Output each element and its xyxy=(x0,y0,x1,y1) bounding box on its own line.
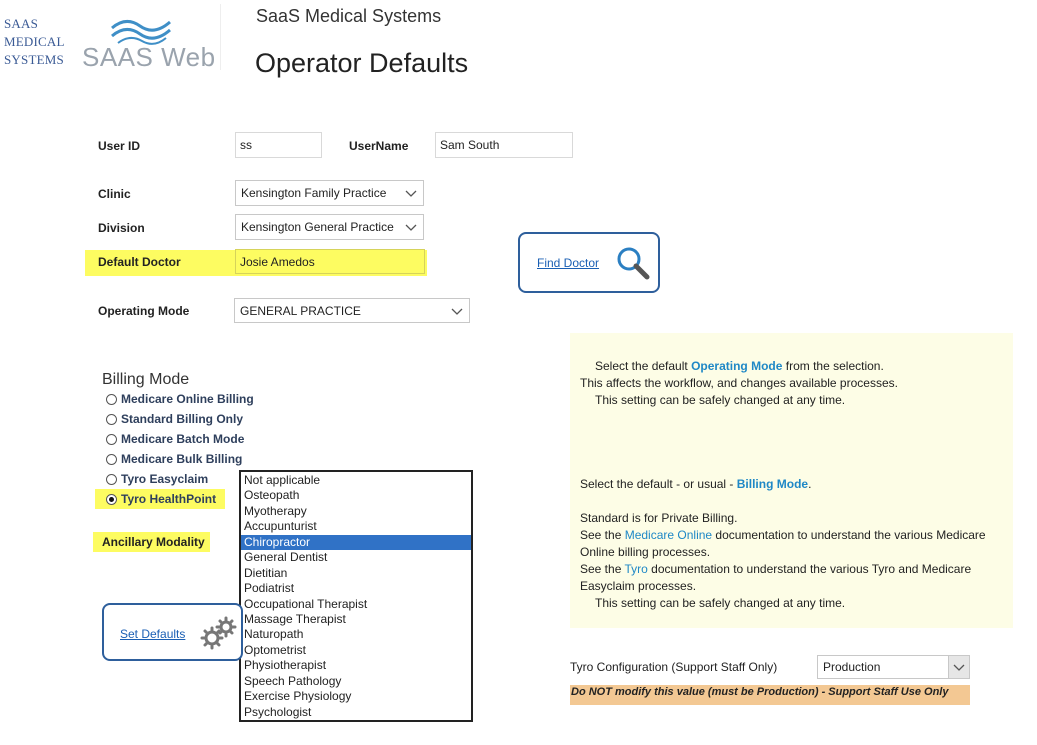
help-line: This setting can be safely changed at any time. xyxy=(595,393,846,407)
ancillary-modality-label: Ancillary Modality xyxy=(102,535,205,549)
username-input[interactable] xyxy=(435,132,573,158)
set-defaults-button[interactable] xyxy=(102,603,243,661)
radio-button[interactable] xyxy=(106,434,117,445)
list-option[interactable]: Naturopath xyxy=(244,627,304,642)
radio-medicare-bulk[interactable] xyxy=(106,451,242,467)
tyro-warning: Do NOT modify this value (must be Production) - Support Staff Use Only xyxy=(570,685,970,705)
help-line: Standard is for Private Billing. xyxy=(580,511,738,525)
operating-mode-value: GENERAL PRACTICE xyxy=(240,304,361,318)
radio-medicare-online[interactable] xyxy=(106,391,254,407)
tyro-link[interactable]: Tyro xyxy=(624,562,648,576)
radio-label: Tyro HealthPoint xyxy=(121,492,217,506)
help-line: This affects the workflow, and changes available processes. xyxy=(580,376,898,390)
logo-line-2: MEDICAL xyxy=(4,34,65,49)
help-line: This setting can be safely changed at any time. xyxy=(595,596,846,610)
help-line: Select the default - or usual - Billing Mode. xyxy=(580,477,812,491)
list-option[interactable]: Psychologist xyxy=(244,704,312,719)
list-option[interactable]: General Dentist xyxy=(244,550,328,565)
chevron-down-icon xyxy=(451,305,463,317)
list-option-selected[interactable]: Chiropractor xyxy=(241,535,471,550)
list-option[interactable]: Exercise Physiology xyxy=(244,689,352,704)
clinic-label: Clinic xyxy=(98,187,131,201)
clinic-select-value: Kensington Family Practice xyxy=(241,186,387,200)
gears-icon xyxy=(200,615,238,651)
default-doctor-label: Default Doctor xyxy=(98,255,181,269)
radio-button[interactable] xyxy=(106,414,117,425)
help-keyword: Billing Mode xyxy=(736,477,809,491)
help-keyword: Operating Mode xyxy=(691,359,783,373)
find-doctor-button[interactable] xyxy=(518,232,660,293)
set-defaults-link[interactable]: Set Defaults xyxy=(120,627,186,641)
list-option[interactable]: Speech Pathology xyxy=(244,673,342,688)
list-option[interactable]: Accupunturist xyxy=(244,519,317,534)
radio-tyro-healthpoint[interactable] xyxy=(106,491,216,507)
operating-mode-label: Operating Mode xyxy=(98,304,190,318)
username-label: UserName xyxy=(349,139,409,153)
radio-button-selected[interactable] xyxy=(106,494,117,505)
chevron-down-icon xyxy=(405,221,417,233)
help-line: See the Medicare Online documentation to understand the various Medicare xyxy=(580,528,986,542)
logo-wordmark: SAAS Web xyxy=(82,42,216,72)
division-select-value: Kensington General Practice xyxy=(241,220,394,234)
tyro-config-select[interactable] xyxy=(817,655,970,679)
clinic-select[interactable] xyxy=(235,180,424,206)
list-option[interactable]: Optometrist xyxy=(244,642,307,657)
list-option[interactable]: Dietitian xyxy=(244,565,288,580)
list-option[interactable]: Osteopath xyxy=(244,488,300,503)
list-option[interactable]: Physiotherapist xyxy=(244,658,327,673)
help-line: Select the default Operating Mode from the selection. xyxy=(595,359,884,373)
radio-label: Medicare Bulk Billing xyxy=(121,452,243,466)
tyro-config-value: Production xyxy=(823,660,881,674)
page-title: Operator Defaults xyxy=(255,48,469,78)
help-panel xyxy=(570,333,1013,628)
radio-medicare-batch[interactable] xyxy=(106,431,244,447)
radio-button[interactable] xyxy=(106,394,117,405)
radio-label: Medicare Online Billing xyxy=(121,392,254,406)
radio-tyro-easyclaim[interactable] xyxy=(106,471,208,487)
radio-standard-billing[interactable] xyxy=(106,411,243,427)
list-option[interactable]: Massage Therapist xyxy=(244,611,346,626)
user-id-input[interactable] xyxy=(235,132,322,158)
system-name: SaaS Medical Systems xyxy=(256,6,442,26)
tyro-config-label: Tyro Configuration (Support Staff Only) xyxy=(570,660,778,674)
ancillary-modality-listbox[interactable] xyxy=(239,470,473,722)
default-doctor-input[interactable] xyxy=(235,249,425,274)
logo-line-3: SYSTEMS xyxy=(4,52,64,67)
list-option[interactable]: Myotherapy xyxy=(244,503,307,518)
help-line: Online billing processes. xyxy=(580,545,711,559)
chevron-down-icon xyxy=(405,187,417,199)
logo-line-1: SAAS xyxy=(4,16,39,31)
radio-label: Medicare Batch Mode xyxy=(121,432,245,446)
help-line: See the Tyro documentation to understand the various Tyro and Medicare xyxy=(580,562,972,576)
find-doctor-link[interactable]: Find Doctor xyxy=(537,256,600,270)
user-id-label: User ID xyxy=(98,139,141,153)
saas-web-logo xyxy=(0,4,221,70)
search-icon xyxy=(615,245,651,281)
list-option[interactable]: Not applicable xyxy=(244,473,321,487)
chevron-down-icon xyxy=(953,661,965,673)
list-option[interactable]: Occupational Therapist xyxy=(244,596,368,611)
radio-label: Tyro Easyclaim xyxy=(121,472,209,486)
list-option[interactable]: Podiatrist xyxy=(244,581,295,596)
radio-label: Standard Billing Only xyxy=(121,412,244,426)
billing-mode-heading: Billing Mode xyxy=(102,371,190,388)
medicare-online-link[interactable]: Medicare Online xyxy=(624,528,713,542)
radio-button[interactable] xyxy=(106,454,117,465)
help-line: Easyclaim processes. xyxy=(580,579,697,593)
division-label: Division xyxy=(98,221,145,235)
radio-button[interactable] xyxy=(106,474,117,485)
dropdown-button[interactable] xyxy=(948,656,969,678)
division-select[interactable] xyxy=(235,214,424,240)
operating-mode-select[interactable] xyxy=(234,298,470,323)
